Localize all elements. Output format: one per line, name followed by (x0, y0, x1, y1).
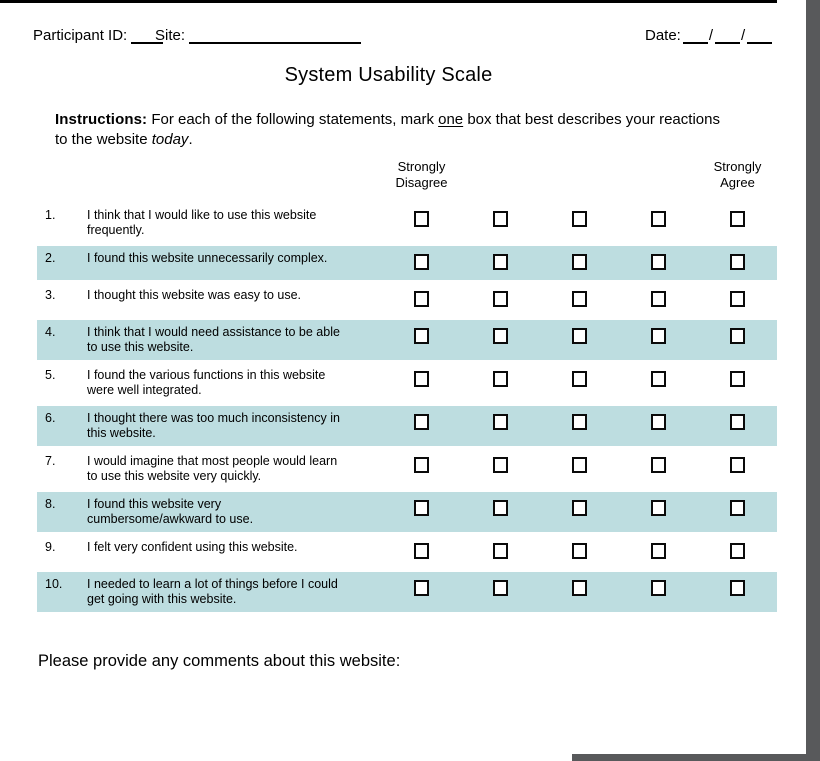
q3-option1-checkbox[interactable] (414, 291, 429, 307)
question-number: 3. (45, 287, 56, 302)
q5-option4-checkbox[interactable] (651, 371, 666, 387)
question-text: I would imagine that most people would learn to use this website very quickly. (87, 453, 338, 483)
q9-option2-checkbox[interactable] (493, 543, 508, 559)
q9-option3-checkbox[interactable] (572, 543, 587, 559)
question-text: I found this website very cumbersome/awkward to use. (87, 496, 254, 526)
q6-option4-checkbox[interactable] (651, 414, 666, 430)
question-number: 7. (45, 453, 56, 468)
q2-option2-checkbox[interactable] (493, 254, 508, 270)
checkbox-cell (540, 577, 619, 596)
checkbox-cell (540, 497, 619, 516)
instructions-label: Instructions: (55, 111, 148, 128)
question-number: 6. (45, 410, 56, 425)
q6-option2-checkbox[interactable] (493, 414, 508, 430)
checkbox-cell (698, 251, 777, 270)
instructions-italic-word: today (151, 130, 189, 148)
checkbox-cell (382, 288, 461, 307)
q8-option1-checkbox[interactable] (414, 500, 429, 516)
checkbox-cell (382, 540, 461, 559)
checkbox-cell (461, 497, 540, 516)
checkbox-cell (698, 577, 777, 596)
q4-option2-checkbox[interactable] (493, 328, 508, 344)
question-row (37, 203, 777, 243)
checkbox-cell (619, 368, 698, 387)
q1-option2-checkbox[interactable] (493, 211, 508, 227)
q1-option5-checkbox[interactable] (730, 211, 745, 227)
q2-option3-checkbox[interactable] (572, 254, 587, 270)
form-header-fields (0, 27, 777, 47)
q2-option5-checkbox[interactable] (730, 254, 745, 270)
checkbox-cell (540, 368, 619, 387)
checkbox-cell (698, 411, 777, 430)
q10-option3-checkbox[interactable] (572, 580, 587, 596)
q10-option5-checkbox[interactable] (730, 580, 745, 596)
page-bottom-edge-shadow (572, 754, 806, 761)
checkbox-cell (619, 288, 698, 307)
checkbox-cell (540, 325, 619, 344)
site-label: Site: (155, 27, 186, 44)
checkbox-cell (619, 497, 698, 516)
q3-option4-checkbox[interactable] (651, 291, 666, 307)
question-row (37, 535, 777, 569)
question-text: I needed to learn a lot of things before I could get going with this website. (87, 576, 338, 606)
instructions-underlined-word: one (438, 111, 464, 128)
q3-option5-checkbox[interactable] (730, 291, 745, 307)
date-month-blank[interactable] (683, 29, 708, 44)
date-label: Date: (645, 27, 681, 44)
checkbox-cell (698, 540, 777, 559)
checkbox-cell (540, 208, 619, 227)
date-field-group (645, 27, 773, 44)
question-row (37, 406, 777, 446)
page-right-edge-shadow (806, 0, 820, 761)
checkbox-cell (698, 208, 777, 227)
site-blank[interactable] (189, 29, 361, 44)
checkbox-cell (540, 454, 619, 473)
question-row (37, 283, 777, 317)
strongly-disagree-header: Strongly Disagree (395, 159, 448, 190)
q2-option1-checkbox[interactable] (414, 254, 429, 270)
question-text: I thought this website was easy to use. (87, 287, 302, 302)
site-field-group (155, 27, 361, 44)
q6-option5-checkbox[interactable] (730, 414, 745, 430)
checkbox-cell (461, 577, 540, 596)
checkbox-cell (540, 411, 619, 430)
question-text: I found this website unnecessarily complex. (87, 250, 328, 265)
checkbox-cell (698, 454, 777, 473)
q5-option1-checkbox[interactable] (414, 371, 429, 387)
q1-option4-checkbox[interactable] (651, 211, 666, 227)
q1-option3-checkbox[interactable] (572, 211, 587, 227)
q5-option5-checkbox[interactable] (730, 371, 745, 387)
date-year-blank[interactable] (747, 29, 772, 44)
q5-option3-checkbox[interactable] (572, 371, 587, 387)
checkbox-cell (619, 325, 698, 344)
checkbox-cell (461, 288, 540, 307)
checkbox-cell (698, 325, 777, 344)
q3-option2-checkbox[interactable] (493, 291, 508, 307)
question-text: I felt very confident using this website. (87, 539, 298, 554)
checkbox-cell (619, 454, 698, 473)
questions-list (37, 203, 777, 612)
checkbox-cell (540, 288, 619, 307)
q1-option1-checkbox[interactable] (414, 211, 429, 227)
instructions-text: Instructions: For each of the following statements, mark one box that best describes your reactions to the website today. (55, 111, 720, 148)
checkbox-cell (461, 411, 540, 430)
checkbox-cell (461, 454, 540, 473)
strongly-agree-header: Strongly Agree (713, 159, 762, 190)
checkbox-cell (698, 497, 777, 516)
checkbox-cell (619, 577, 698, 596)
q9-option1-checkbox[interactable] (414, 543, 429, 559)
question-text: I think that I would like to use this website frequently. (87, 207, 317, 237)
q7-option2-checkbox[interactable] (493, 457, 508, 473)
question-number: 8. (45, 496, 56, 511)
q10-option1-checkbox[interactable] (414, 580, 429, 596)
question-text: I think that I would need assistance to be able to use this website. (87, 324, 340, 354)
q7-option1-checkbox[interactable] (414, 457, 429, 473)
checkbox-cell (461, 325, 540, 344)
q9-option5-checkbox[interactable] (730, 543, 745, 559)
date-day-blank[interactable] (715, 29, 740, 44)
checkbox-cell (382, 208, 461, 227)
q10-option2-checkbox[interactable] (493, 580, 508, 596)
q10-option4-checkbox[interactable] (651, 580, 666, 596)
q9-option4-checkbox[interactable] (651, 543, 666, 559)
q3-option3-checkbox[interactable] (572, 291, 587, 307)
question-number: 5. (45, 367, 56, 382)
checkbox-cell (698, 368, 777, 387)
question-row (37, 449, 777, 489)
q6-option3-checkbox[interactable] (572, 414, 587, 430)
question-text: I found the various functions in this website were well integrated. (87, 367, 326, 397)
participant-id-field-group (33, 27, 163, 44)
q8-option3-checkbox[interactable] (572, 500, 587, 516)
checkbox-cell (461, 368, 540, 387)
checkbox-cell (382, 577, 461, 596)
checkbox-cell (382, 325, 461, 344)
scale-headers (37, 159, 777, 191)
checkbox-cell (540, 540, 619, 559)
page-title: System Usability Scale (284, 64, 493, 86)
q7-option3-checkbox[interactable] (572, 457, 587, 473)
q7-option5-checkbox[interactable] (730, 457, 745, 473)
checkbox-cell (540, 251, 619, 270)
checkbox-cell (619, 251, 698, 270)
participant-id-label: Participant ID: (33, 27, 128, 44)
question-number: 10. (45, 576, 63, 591)
checkbox-cell (382, 411, 461, 430)
q4-option3-checkbox[interactable] (572, 328, 587, 344)
q5-option2-checkbox[interactable] (493, 371, 508, 387)
checkbox-cell (619, 540, 698, 559)
question-row (37, 320, 777, 360)
question-row (37, 492, 777, 532)
checkbox-cell (382, 251, 461, 270)
question-row (37, 246, 777, 280)
question-number: 4. (45, 324, 56, 339)
checkbox-cell (461, 208, 540, 227)
q6-option1-checkbox[interactable] (414, 414, 429, 430)
checkbox-cell (382, 454, 461, 473)
q2-option4-checkbox[interactable] (651, 254, 666, 270)
q8-option4-checkbox[interactable] (651, 500, 666, 516)
q8-option2-checkbox[interactable] (493, 500, 508, 516)
checkbox-cell (382, 497, 461, 516)
question-row (37, 572, 777, 612)
checkbox-cell (698, 288, 777, 307)
q4-option4-checkbox[interactable] (651, 328, 666, 344)
question-text: I thought there was too much inconsistency in this website. (87, 410, 340, 440)
date-slash: / (741, 27, 746, 44)
checkbox-cell (461, 540, 540, 559)
question-number: 2. (45, 250, 56, 265)
checkbox-cell (619, 411, 698, 430)
question-number: 9. (45, 539, 56, 554)
q7-option4-checkbox[interactable] (651, 457, 666, 473)
checkbox-cell (619, 208, 698, 227)
checkbox-cell (461, 251, 540, 270)
checkbox-cell (382, 368, 461, 387)
q4-option1-checkbox[interactable] (414, 328, 429, 344)
question-row (37, 363, 777, 403)
q4-option5-checkbox[interactable] (730, 328, 745, 344)
q8-option5-checkbox[interactable] (730, 500, 745, 516)
comments-prompt: Please provide any comments about this website: (38, 651, 401, 670)
question-number: 1. (45, 207, 56, 222)
date-slash: / (708, 27, 714, 44)
